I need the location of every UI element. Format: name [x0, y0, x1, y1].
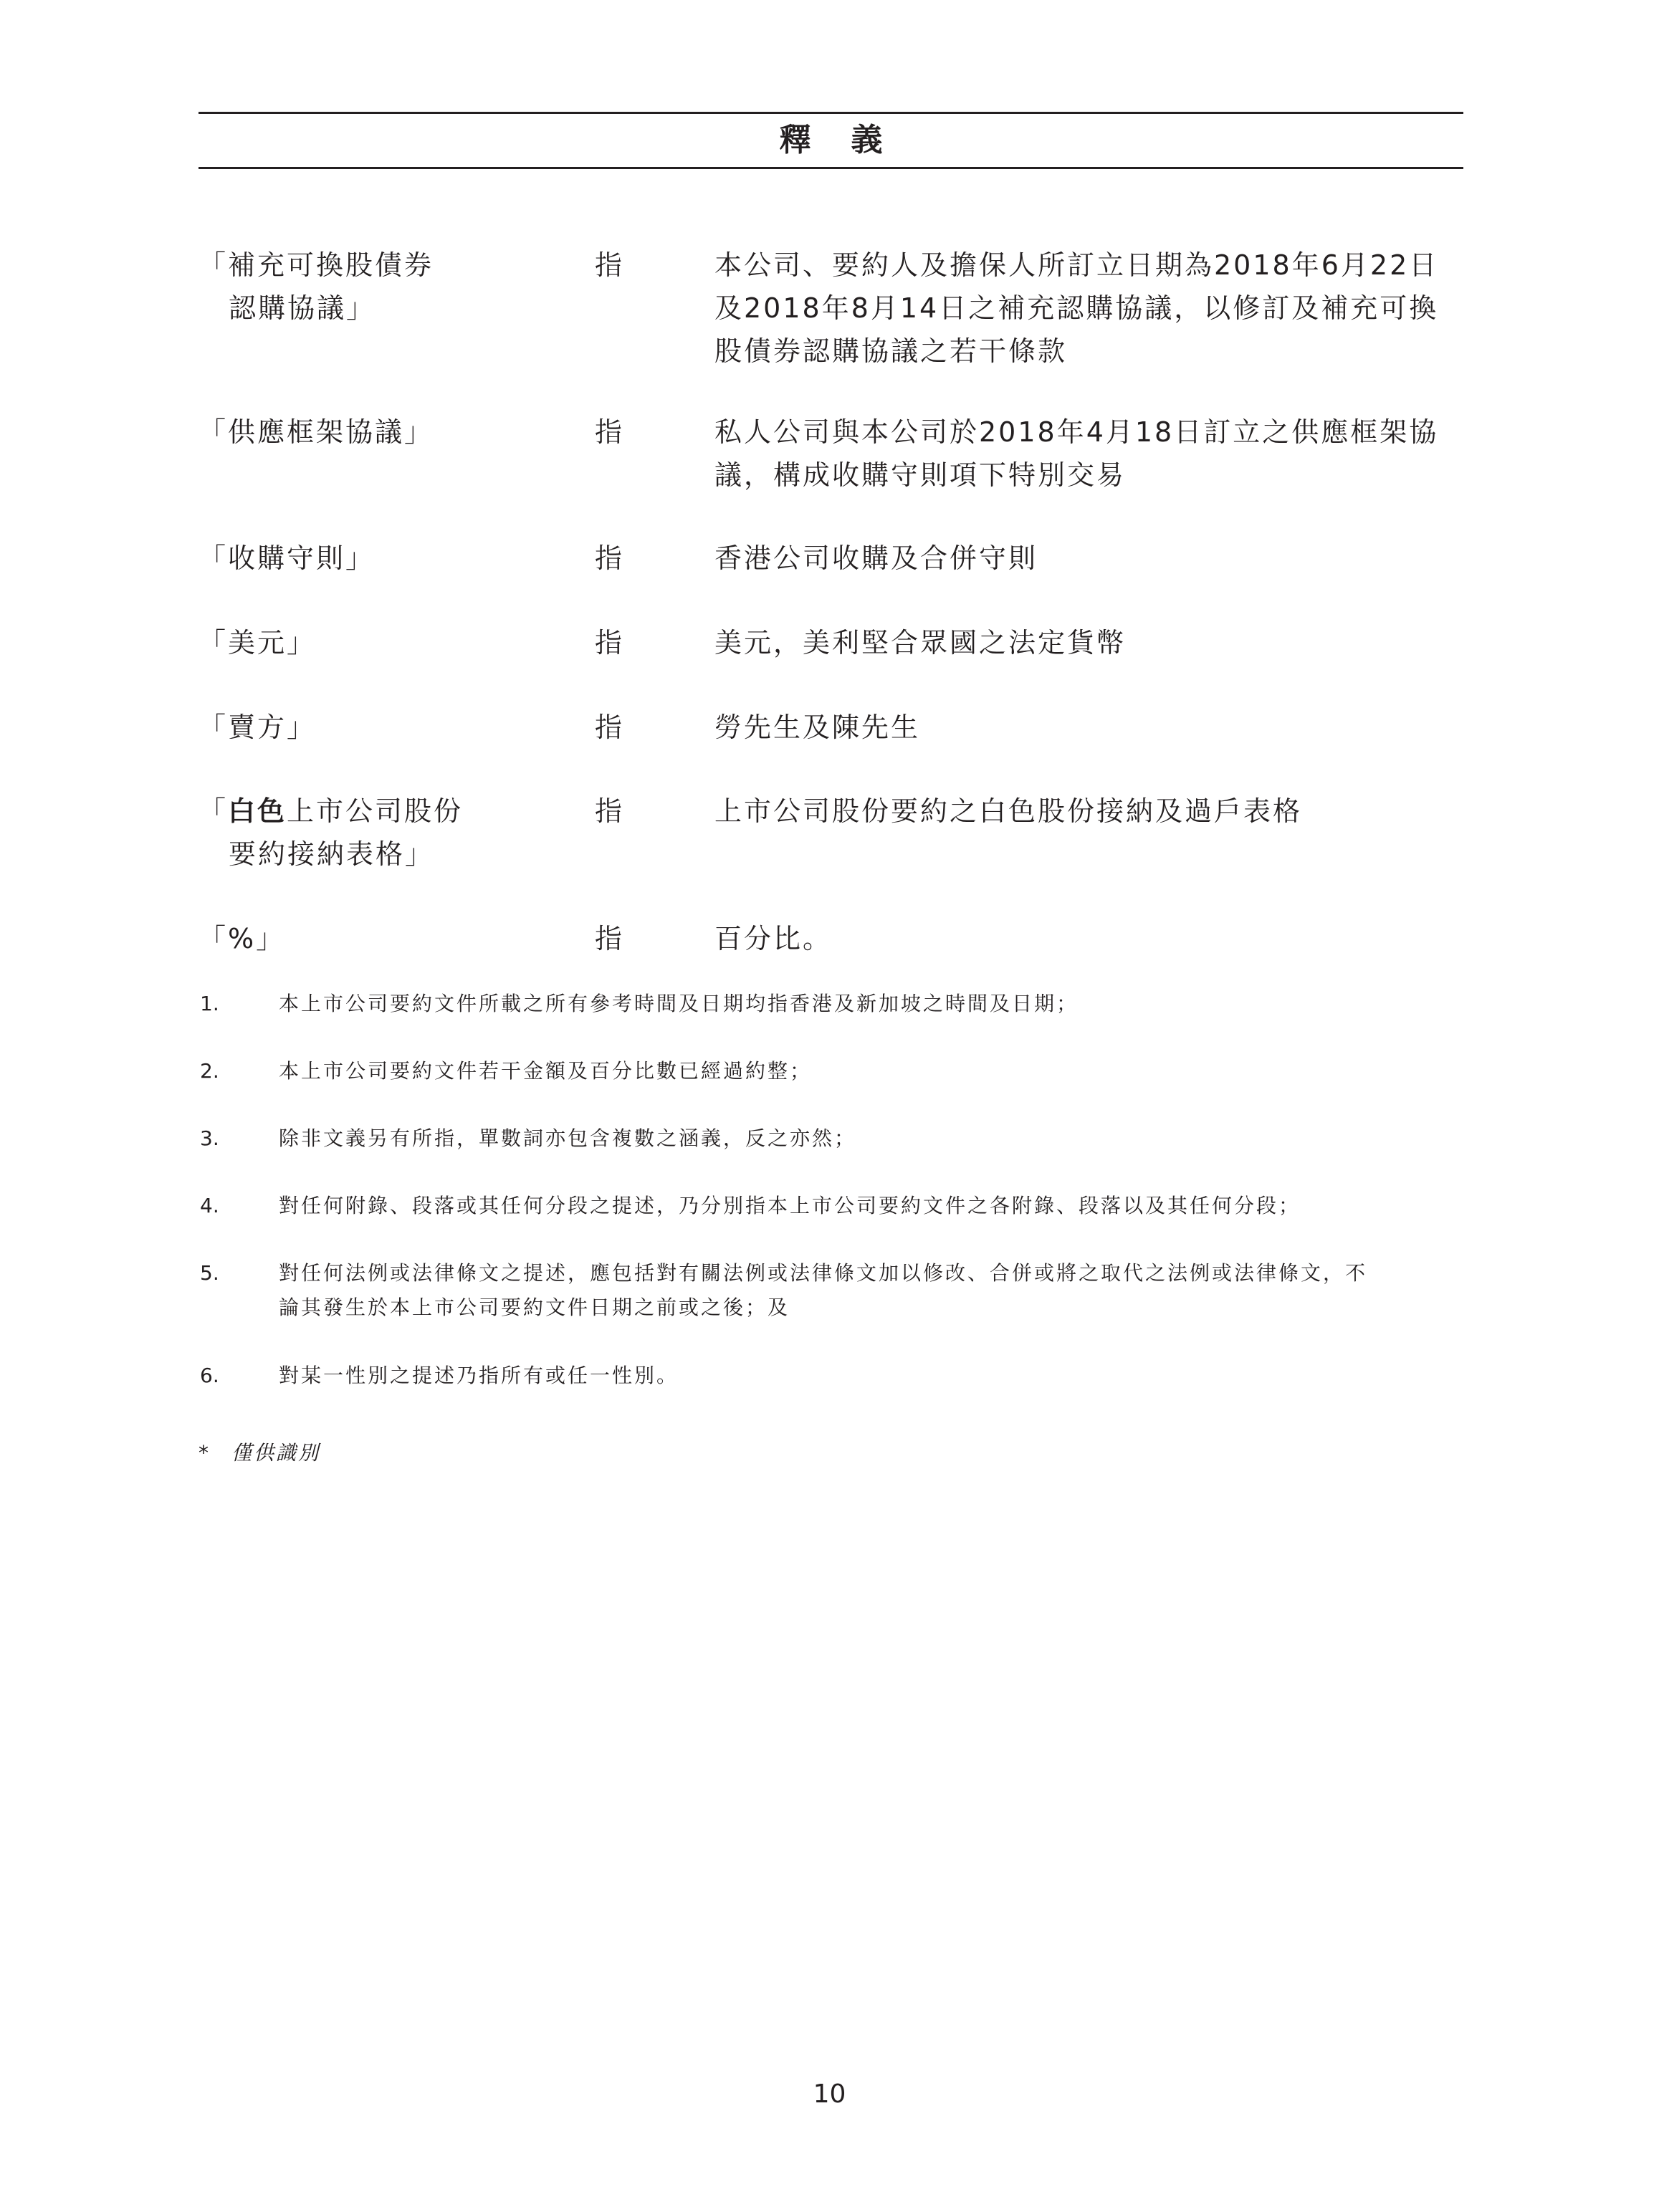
note-line: 對任何法例或法律條文之提述，應包括對有關法例或法律條文加以修改、合併或將之取代之法例或法律條文，不 — [279, 1261, 1368, 1285]
means-label: 指 — [595, 712, 625, 743]
definition-meaning — [714, 244, 1466, 373]
footnote-text: 僅供識別 — [231, 1441, 321, 1465]
note-text — [279, 987, 1468, 1021]
term-line: 「供應框架協議」 — [199, 416, 434, 448]
means-label: 指 — [595, 627, 625, 659]
note-line: 除非文義另有所指，單數詞亦包含複數之涵義，反之亦然； — [279, 1126, 857, 1150]
header-top-rule — [199, 112, 1463, 114]
definition-term — [199, 244, 571, 330]
definition-meaning — [714, 411, 1466, 497]
definition-meaning — [714, 621, 1466, 664]
means-label: 指 — [595, 795, 625, 827]
term-line: 「美元」 — [199, 627, 317, 659]
note-number: 1. — [200, 992, 219, 1015]
note-text — [279, 1189, 1468, 1223]
term-line: 認購協議」 — [229, 292, 376, 324]
note-line: 本上市公司要約文件若干金額及百分比數已經過約整； — [279, 1059, 813, 1083]
definition-meaning — [714, 537, 1466, 580]
footnote — [199, 1436, 320, 1470]
term-line — [199, 790, 571, 833]
note-number: 5. — [200, 1261, 219, 1285]
definition-term — [199, 537, 571, 580]
note-number: 6. — [200, 1364, 219, 1387]
means-label: 指 — [595, 249, 625, 281]
definition-term — [199, 790, 571, 876]
meaning-line: 本公司、要約人及擔保人所訂立日期為2018年6月22日 — [714, 249, 1439, 281]
means-label: 指 — [595, 542, 625, 574]
term-line: 「賣方」 — [199, 712, 317, 743]
meaning-line: 及2018年8月14日之補充認購協議，以修訂及補充可換 — [714, 292, 1439, 324]
note-line: 論其發生於本上市公司要約文件日期之前或之後；及 — [279, 1296, 790, 1319]
definition-meaning — [714, 917, 1466, 960]
page-number: 10 — [813, 2079, 846, 2109]
term-rest: 上市公司股份 — [287, 795, 464, 827]
meaning-line: 股債券認購協議之若干條款 — [714, 335, 1068, 367]
means-label: 指 — [595, 416, 625, 448]
note-line: 對任何附錄、段落或其任何分段之提述，乃分別指本上市公司要約文件之各附錄、段落以及其任何分段； — [279, 1194, 1301, 1217]
note-line: 本上市公司要約文件所載之所有參考時間及日期均指香港及新加坡之時間及日期； — [279, 992, 1079, 1015]
meaning-line: 香港公司收購及合併守則 — [714, 542, 1038, 574]
meaning-line: 美元，美利堅合眾國之法定貨幣 — [714, 627, 1127, 659]
note-line: 對某一性別之提述乃指所有或任一性別。 — [279, 1364, 679, 1387]
definition-meaning — [714, 706, 1466, 749]
meaning-line: 百分比。 — [714, 923, 833, 954]
term-line: 要約接納表格」 — [229, 838, 435, 870]
meaning-line: 私人公司與本公司於2018年4月18日訂立之供應框架協 — [714, 416, 1439, 448]
term-line: 「收購守則」 — [199, 542, 376, 574]
footnote-marker: * — [199, 1441, 211, 1465]
term-line: 「%」 — [199, 923, 286, 954]
note-number: 2. — [200, 1059, 219, 1083]
definition-meaning — [714, 790, 1466, 833]
meaning-line: 勞先生及陳先生 — [714, 712, 921, 743]
header-bottom-rule — [199, 167, 1463, 169]
meaning-line: 議，構成收購守則項下特別交易 — [714, 459, 1127, 491]
means-label: 指 — [595, 923, 625, 954]
note-number: 4. — [200, 1194, 219, 1217]
term-line: 「補充可換股債券 — [199, 249, 434, 281]
definition-term — [199, 706, 571, 749]
definition-term — [199, 917, 571, 960]
note-text — [279, 1121, 1468, 1156]
note-number: 3. — [200, 1126, 219, 1150]
note-text — [279, 1256, 1468, 1325]
definition-term — [199, 411, 571, 454]
meaning-line: 上市公司股份要約之白色股份接納及過戶表格 — [714, 795, 1303, 827]
term-bold-word: 白色 — [228, 795, 287, 827]
definition-term — [199, 621, 571, 664]
page-title: 釋義 — [779, 122, 923, 158]
term-open-bracket: 「 — [199, 795, 229, 827]
note-text — [279, 1359, 1468, 1393]
note-text — [279, 1054, 1468, 1088]
